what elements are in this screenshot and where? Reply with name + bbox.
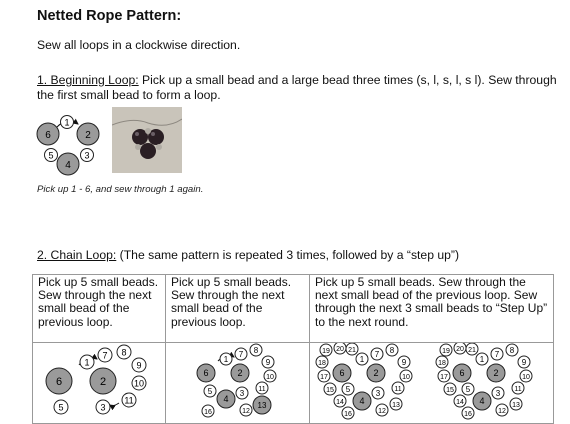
svg-text:16: 16 [344, 411, 352, 418]
svg-text:11: 11 [394, 386, 402, 393]
svg-text:15: 15 [446, 387, 454, 394]
svg-text:21: 21 [348, 347, 356, 354]
bead-4 [57, 153, 79, 175]
svg-text:4: 4 [223, 394, 229, 404]
svg-text:13: 13 [257, 401, 267, 410]
step1-caption: Pick up 1 - 6, and sew through 1 again. [37, 184, 204, 195]
svg-text:18: 18 [438, 360, 446, 367]
chain-loop-instruction-3: Pick up 5 small beads. Sew through the next small bead of the previous loop. Sew through the next 3 small beads to “Step Up” to the next round. [310, 275, 554, 343]
bead-photo [112, 107, 182, 173]
chain-diagram-cell-2 [166, 343, 310, 424]
svg-text:12: 12 [498, 408, 506, 415]
svg-text:3: 3 [495, 389, 501, 398]
svg-text:20: 20 [456, 346, 464, 353]
svg-text:2: 2 [493, 368, 499, 378]
svg-text:6: 6 [203, 368, 209, 378]
step1-heading: 1. Beginning Loop: [37, 73, 139, 87]
svg-text:5: 5 [58, 402, 64, 413]
bead-5 [45, 149, 58, 162]
svg-text:7: 7 [494, 350, 500, 359]
chain-diagram-cell-1 [33, 343, 166, 424]
step1-text: Pick up a small bead and a large bead three times (s, l, s, l, s l). Sew through the first small bead to form a loop. [37, 73, 557, 102]
beginning-loop-diagram [34, 110, 104, 178]
svg-text:10: 10 [522, 374, 530, 381]
chain-loop-instruction-1: Pick up 5 small beads. Sew through the next small bead of the previous loop. [33, 275, 166, 343]
svg-text:16: 16 [204, 409, 212, 416]
intro-text: Sew all loops in a clockwise direction. [37, 38, 241, 52]
svg-text:9: 9 [401, 358, 407, 367]
svg-text:9: 9 [521, 358, 527, 367]
svg-text:11: 11 [258, 386, 266, 393]
svg-text:2: 2 [373, 368, 379, 378]
svg-text:10: 10 [133, 378, 145, 389]
chain-diagram-2 [166, 343, 309, 423]
svg-text:7: 7 [102, 350, 108, 361]
chain-diagram-cell-3 [310, 343, 554, 424]
svg-text:8: 8 [509, 346, 515, 355]
chain-diagram-3 [310, 343, 553, 423]
svg-text:2: 2 [237, 368, 243, 378]
svg-text:21: 21 [468, 347, 476, 354]
svg-text:5: 5 [345, 385, 351, 394]
svg-text:11: 11 [514, 386, 522, 393]
chain-loop-instruction-2: Pick up 5 small beads. Sew through the next small bead of the previous loop. [166, 275, 310, 343]
chain-loop-step [37, 248, 459, 262]
svg-text:7: 7 [374, 350, 380, 359]
svg-text:4: 4 [65, 160, 71, 171]
svg-text:6: 6 [55, 376, 63, 388]
svg-text:6: 6 [45, 130, 51, 141]
svg-text:19: 19 [322, 348, 330, 355]
svg-text:4: 4 [479, 396, 485, 406]
svg-text:5: 5 [48, 150, 54, 161]
svg-text:1: 1 [84, 357, 90, 368]
svg-text:14: 14 [456, 399, 464, 406]
bead-2 [77, 123, 99, 145]
svg-text:3: 3 [100, 402, 106, 413]
step2-text: (The same pattern is repeated 3 times, followed by a “step up”) [116, 248, 460, 262]
svg-text:14: 14 [336, 399, 344, 406]
chain-loop-table [32, 274, 554, 424]
svg-text:13: 13 [512, 402, 520, 409]
step2-heading: 2. Chain Loop: [37, 248, 117, 262]
page-title: Netted Rope Pattern: [37, 8, 182, 24]
svg-text:9: 9 [265, 358, 271, 367]
svg-text:1: 1 [479, 355, 485, 364]
svg-text:9: 9 [136, 360, 142, 371]
svg-text:6: 6 [339, 368, 345, 378]
svg-text:4: 4 [359, 396, 365, 406]
svg-text:20: 20 [336, 346, 344, 353]
svg-text:3: 3 [84, 150, 90, 161]
svg-text:13: 13 [392, 402, 400, 409]
svg-text:8: 8 [389, 346, 395, 355]
chain-diagram-1 [33, 343, 165, 423]
svg-text:17: 17 [440, 374, 448, 381]
svg-text:1: 1 [223, 355, 229, 364]
svg-text:3: 3 [375, 389, 381, 398]
svg-text:1: 1 [64, 117, 70, 128]
svg-text:7: 7 [238, 350, 244, 359]
svg-text:2: 2 [85, 130, 91, 141]
svg-text:19: 19 [442, 348, 450, 355]
svg-text:15: 15 [326, 387, 334, 394]
svg-text:8: 8 [121, 347, 127, 358]
svg-text:5: 5 [465, 385, 471, 394]
svg-text:12: 12 [242, 408, 250, 415]
beginning-loop-step [37, 73, 557, 103]
svg-text:12: 12 [378, 408, 386, 415]
svg-text:3: 3 [239, 389, 245, 398]
bead-1 [61, 116, 74, 129]
svg-text:6: 6 [459, 368, 465, 378]
svg-text:16: 16 [464, 411, 472, 418]
svg-text:10: 10 [402, 374, 410, 381]
svg-text:18: 18 [318, 360, 326, 367]
svg-text:8: 8 [253, 346, 259, 355]
bead-3 [81, 149, 94, 162]
svg-text:1: 1 [359, 355, 365, 364]
svg-text:10: 10 [266, 374, 274, 381]
svg-text:11: 11 [124, 395, 134, 406]
bead-6 [37, 123, 59, 145]
svg-text:2: 2 [99, 376, 107, 388]
svg-text:5: 5 [207, 387, 213, 396]
svg-text:17: 17 [320, 374, 328, 381]
